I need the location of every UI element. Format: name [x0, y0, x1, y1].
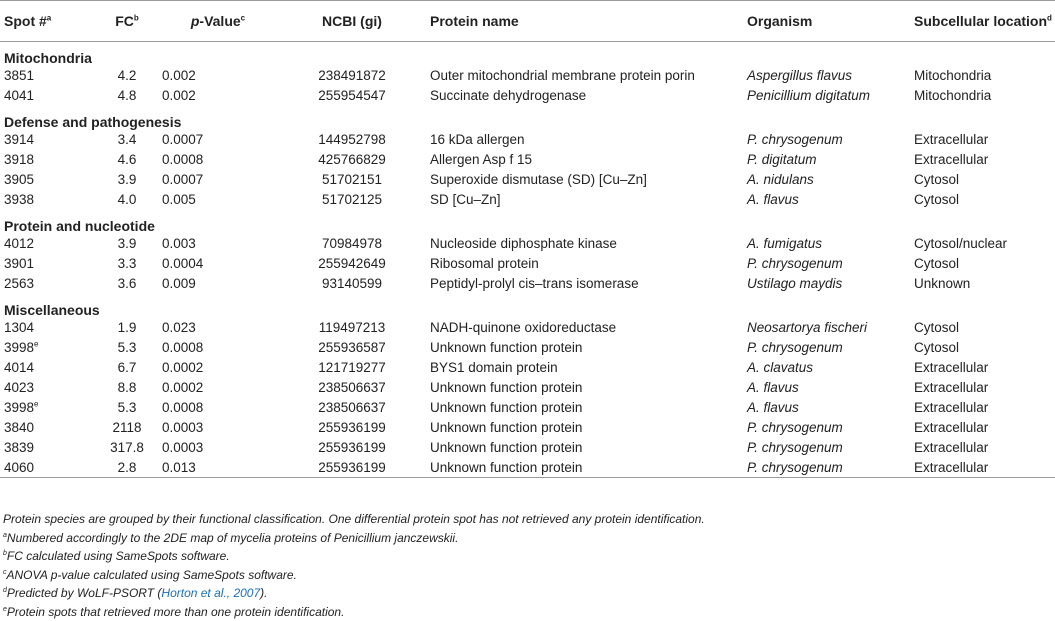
cell-ncbi: 255954547	[318, 88, 386, 103]
cell-p-value: 0.0007	[162, 132, 204, 147]
table-row	[0, 398, 1055, 418]
cell-spot: 4060	[0, 458, 96, 478]
cell-p-value: 0.0003	[162, 440, 204, 455]
cell-location: Cytosol	[914, 320, 960, 335]
group-header-row	[0, 294, 1055, 318]
cell-organism: Aspergillus flavus	[747, 68, 853, 83]
cell-p-value: 0.0008	[162, 400, 204, 415]
cell-ncbi: 255936199	[278, 458, 426, 478]
cell-ncbi: 51702125	[321, 192, 383, 207]
cell-ncbi: 238491872	[318, 68, 386, 83]
cell-organism: P. chrysogenum	[747, 340, 843, 355]
cell-ncbi: 144952798	[318, 132, 386, 147]
footnote: $^a$Numbered accordingly to the 2DE map of mycelia proteins of Penicillium janczewskii.	[3, 530, 459, 545]
cell-location: Extracellular	[914, 152, 989, 167]
group-header-row	[0, 210, 1055, 234]
cell-fc: 2118	[112, 420, 142, 435]
cell-location: Extracellular	[914, 400, 989, 415]
cell-protein-name: Nucleoside diphosphate kinase	[430, 236, 617, 251]
cell-p-value: 0.0008	[162, 152, 204, 167]
table-row	[0, 130, 1055, 150]
footnote: $^d$Predicted by WoLF-PSORT (Horton et al., 2007).	[3, 586, 268, 600]
cell-spot: 3998e	[4, 399, 39, 415]
cell-spot: 4023	[4, 380, 35, 395]
cell-fc: 3.6	[117, 276, 137, 291]
cell-spot: 3914	[4, 132, 35, 147]
cell-fc: 4.0	[117, 192, 137, 207]
cell-fc: 5.3	[117, 400, 137, 415]
cell-location: Extracellular	[914, 380, 989, 395]
cell-protein-name: Superoxide dismutase (SD) [Cu–Zn]	[430, 172, 647, 187]
table-row	[0, 338, 1055, 358]
cell-protein-name: NADH-quinone oxidoreductase	[430, 320, 617, 335]
cell-organism: A. clavatus	[747, 360, 814, 375]
footnote: $^e$Protein spots that retrieved more than one protein identification.	[3, 604, 345, 619]
cell-organism: P. chrysogenum	[747, 132, 843, 147]
header-spot: Spot #$^a$	[0, 1, 96, 42]
table-row	[0, 190, 1055, 210]
citation-link[interactable]: Horton et al., 2007	[161, 586, 261, 600]
table-row	[0, 318, 1055, 338]
cell-ncbi: 255936199	[318, 420, 386, 435]
cell-fc: 4.2	[117, 68, 137, 83]
group-header-row	[0, 106, 1055, 130]
cell-location: Unknown	[914, 276, 971, 291]
cell-organism: Ustilago maydis	[747, 276, 843, 291]
cell-spot: 4041	[4, 88, 35, 103]
cell-spot: 3938	[4, 192, 35, 207]
cell-organism: P. chrysogenum	[747, 440, 843, 455]
cell-ncbi: 119497213	[318, 320, 386, 335]
cell-ncbi: 255936587	[318, 340, 386, 355]
cell-location: Mitochondria	[914, 68, 992, 83]
cell-organism: A. flavus	[747, 400, 799, 415]
table-row	[0, 234, 1055, 254]
cell-protein-name: Outer mitochondrial membrane protein porin	[430, 68, 695, 83]
cell-ncbi: 255942649	[318, 256, 386, 271]
table-row	[0, 274, 1055, 294]
cell-fc: 3.9	[117, 172, 137, 187]
cell-p-value: 0.0004	[162, 256, 204, 271]
cell-protein-name: Peptidyl-prolyl cis–trans isomerase	[430, 276, 639, 291]
cell-location: Extracellular	[914, 420, 989, 435]
group-header-row	[0, 42, 1055, 66]
cell-fc: 4.6	[117, 152, 137, 167]
cell-spot: 3905	[4, 172, 35, 187]
cell-p-value: 0.003	[162, 236, 196, 251]
cell-spot: 3840	[4, 420, 35, 435]
cell-organism: A. fumigatus	[747, 236, 823, 251]
cell-ncbi: 51702151	[321, 172, 383, 187]
table-row	[0, 358, 1055, 378]
cell-location: Extracellular	[914, 360, 989, 375]
header-protein-name: Protein name	[426, 1, 743, 42]
cell-protein-name: Ribosomal protein	[430, 256, 539, 271]
cell-spot: 4012	[4, 236, 35, 251]
cell-location: Extracellular	[914, 132, 989, 147]
cell-spot: 2563	[4, 276, 35, 291]
footnote-marker: e	[34, 339, 39, 349]
cell-protein-name: SD [Cu–Zn]	[430, 192, 501, 207]
cell-spot: 3901	[4, 256, 35, 271]
cell-protein-name: Unknown function protein	[430, 440, 583, 455]
table-row	[0, 418, 1055, 438]
cell-fc: 5.3	[117, 340, 137, 355]
cell-ncbi: 238506637	[318, 400, 386, 415]
cell-organism: A. flavus	[747, 192, 799, 207]
cell-location: Mitochondria	[914, 88, 992, 103]
cell-fc: 3.9	[117, 236, 137, 251]
cell-protein-name: Unknown function protein	[430, 380, 583, 395]
cell-p-value: 0.002	[162, 68, 196, 83]
table-row	[0, 86, 1055, 106]
cell-spot: 1304	[4, 320, 35, 335]
cell-organism: Penicillium digitatum	[747, 88, 871, 103]
footnote-marker: e	[34, 399, 39, 409]
table-header-row	[0, 1, 1055, 42]
cell-spot: 3918	[4, 152, 35, 167]
cell-protein-name: Allergen Asp f 15	[430, 152, 533, 167]
cell-location: Cytosol	[914, 340, 960, 355]
cell-ncbi: 425766829	[318, 152, 386, 167]
header-ncbi: NCBI (gi)	[278, 1, 426, 42]
cell-organism: P. chrysogenum	[743, 458, 910, 478]
cell-ncbi: 70984978	[321, 236, 383, 251]
group-title: Mitochondria	[4, 49, 92, 66]
cell-organism: Neosartorya fischeri	[747, 320, 868, 335]
header-organism: Organism	[743, 1, 910, 42]
table-footnotes	[3, 510, 1053, 621]
table-row	[0, 438, 1055, 458]
cell-fc: 4.8	[117, 88, 137, 103]
cell-p-value: 0.005	[162, 192, 196, 207]
cell-p-value: 0.013	[158, 458, 278, 478]
cell-location: Extracellular	[914, 440, 989, 455]
table-row	[0, 150, 1055, 170]
cell-organism: A. nidulans	[747, 172, 814, 187]
cell-fc: 8.8	[117, 380, 137, 395]
group-title: Miscellaneous	[4, 301, 100, 318]
cell-location: Cytosol	[914, 192, 960, 207]
cell-organism: P. chrysogenum	[747, 256, 843, 271]
cell-protein-name: Unknown function protein	[426, 458, 743, 478]
cell-ncbi: 238506637	[318, 380, 386, 395]
cell-p-value: 0.023	[162, 320, 196, 335]
cell-p-value: 0.0002	[162, 380, 204, 395]
table-row	[0, 170, 1055, 190]
footnote: $^c$ANOVA p-value calculated using SameSpots software.	[3, 567, 297, 582]
cell-protein-name: Unknown function protein	[430, 400, 583, 415]
cell-p-value: 0.0003	[162, 420, 204, 435]
table-row	[0, 66, 1055, 86]
cell-spot: 3998e	[4, 339, 39, 355]
table-row	[0, 458, 1055, 478]
cell-ncbi: 121719277	[318, 360, 386, 375]
cell-fc: 3.3	[117, 256, 137, 271]
group-title: Defense and pathogenesis	[4, 113, 182, 130]
cell-p-value: 0.002	[162, 88, 196, 103]
cell-p-value: 0.0002	[162, 360, 204, 375]
cell-location: Cytosol	[914, 172, 960, 187]
cell-location: Cytosol	[914, 256, 960, 271]
cell-p-value: 0.009	[162, 276, 196, 291]
header-p-value: p-Value$^c$	[158, 1, 278, 42]
table-row	[0, 378, 1055, 398]
cell-fc: 3.4	[117, 132, 137, 147]
cell-spot: 3839	[4, 440, 35, 455]
cell-spot: 4014	[4, 360, 35, 375]
cell-organism: P. chrysogenum	[747, 420, 843, 435]
cell-protein-name: Unknown function protein	[430, 340, 583, 355]
group-title: Protein and nucleotide	[4, 217, 155, 234]
header-subcellular-location: Subcellular location$^d$	[910, 1, 1055, 42]
footnote: $^b$FC calculated using SameSpots software.	[3, 549, 230, 563]
table-body	[0, 42, 1055, 478]
header-fc: $FC^b$	[96, 1, 158, 42]
cell-organism: A. flavus	[747, 380, 799, 395]
table-row	[0, 254, 1055, 274]
cell-fc: 1.9	[117, 320, 137, 335]
cell-protein-name: Unknown function protein	[430, 420, 583, 435]
cell-location: Cytosol/nuclear	[914, 236, 1008, 251]
cell-ncbi: 255936199	[318, 440, 386, 455]
cell-protein-name: BYS1 domain protein	[430, 360, 558, 375]
footnote: Protein species are grouped by their functional classification. One differential protein spot has not retrieved any protein identification.	[3, 512, 705, 526]
cell-p-value: 0.0007	[162, 172, 204, 187]
cell-spot: 3851	[4, 68, 35, 83]
cell-organism: P. digitatum	[747, 152, 817, 167]
cell-p-value: 0.0008	[162, 340, 204, 355]
cell-fc: 317.8	[110, 440, 144, 455]
cell-protein-name: 16 kDa allergen	[430, 132, 525, 147]
cell-location: Extracellular	[910, 458, 1055, 478]
cell-protein-name: Succinate dehydrogenase	[430, 88, 587, 103]
cell-fc: 6.7	[117, 360, 137, 375]
cell-ncbi: 93140599	[321, 276, 383, 291]
cell-fc: 2.8	[96, 458, 158, 478]
